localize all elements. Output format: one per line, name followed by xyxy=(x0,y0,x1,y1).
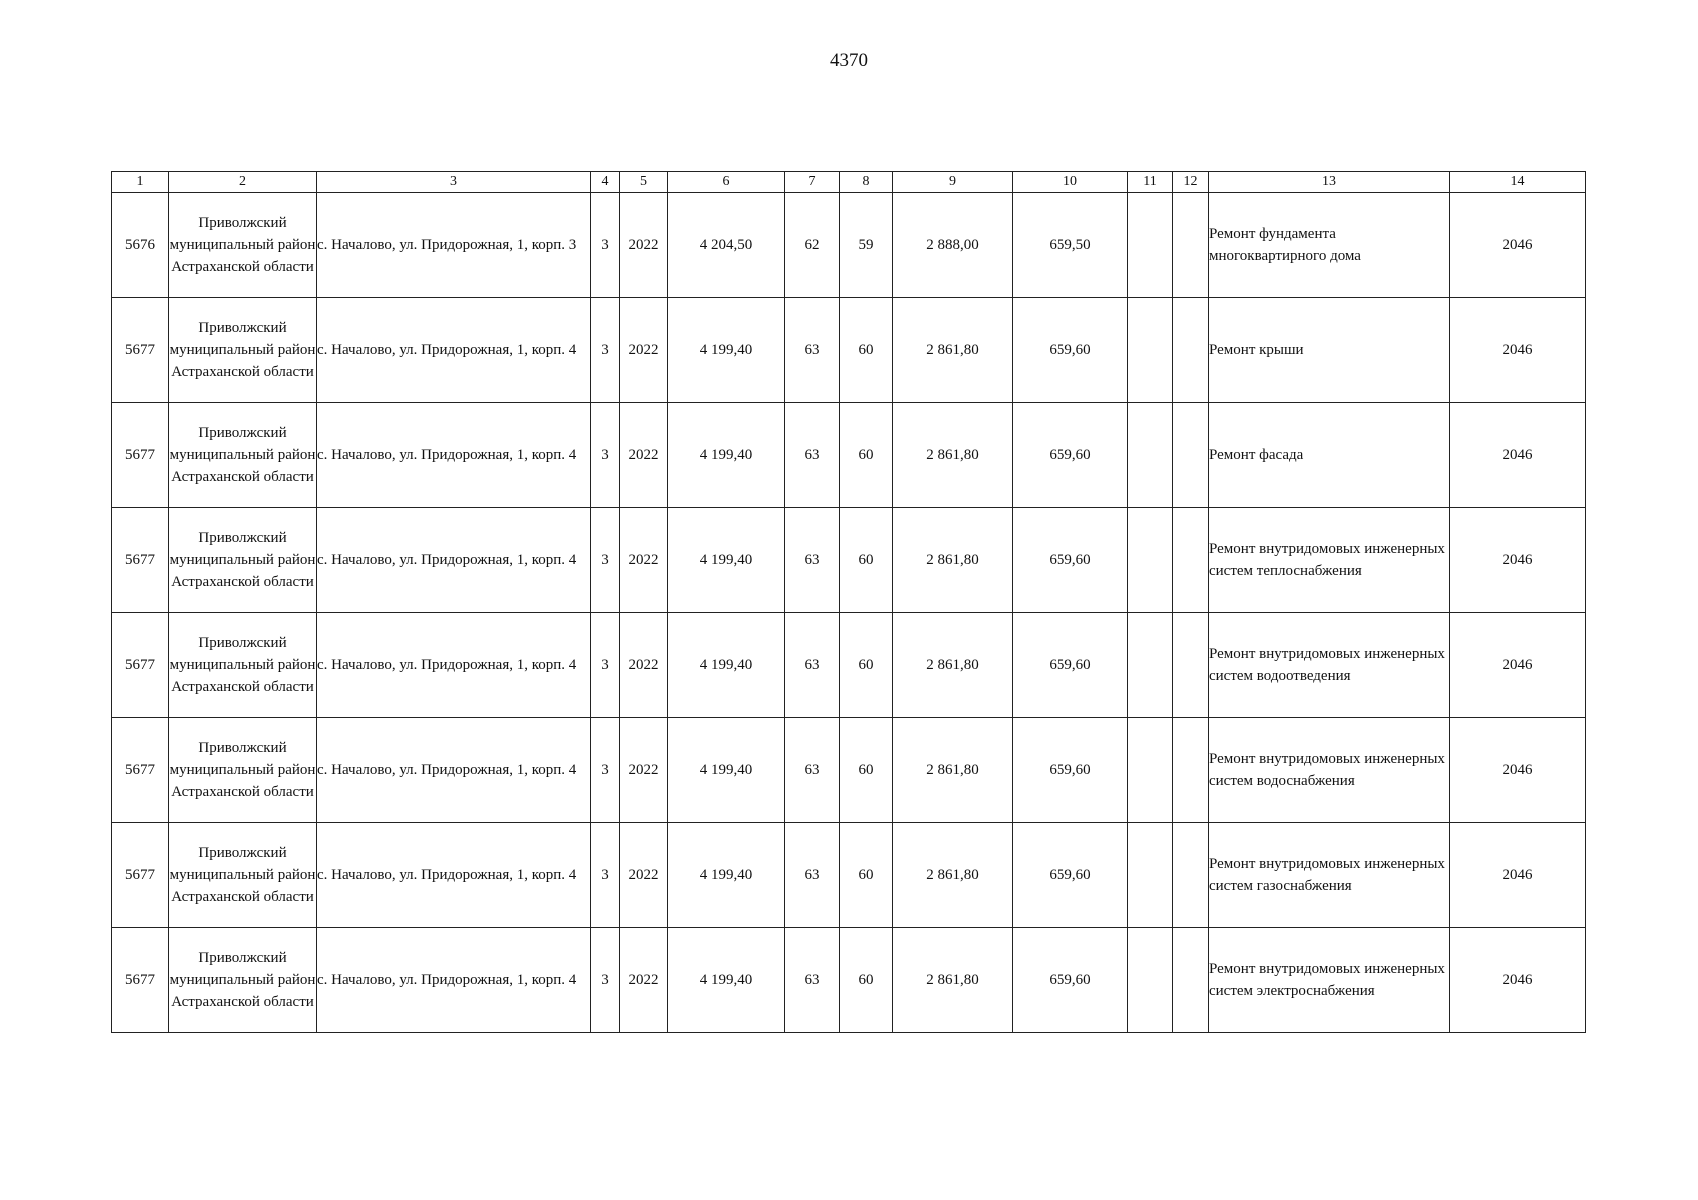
cell-area-living: 2 861,80 xyxy=(893,718,1013,823)
cell-col12 xyxy=(1173,403,1209,508)
cell-area-total: 4 204,50 xyxy=(668,193,785,298)
cell-address: с. Началово, ул. Придорожная, 1, корп. 4 xyxy=(317,613,591,718)
cell-area-total: 4 199,40 xyxy=(668,613,785,718)
cell-plan-year: 2046 xyxy=(1450,193,1586,298)
district-text: Приволжский муниципальный район Астраханской области xyxy=(169,215,316,275)
column-header: 12 xyxy=(1173,172,1209,193)
table-row xyxy=(112,718,1586,823)
cell-area-total: 4 199,40 xyxy=(668,508,785,613)
cell-col12 xyxy=(1173,193,1209,298)
district-text: Приволжский муниципальный район Астраханской области xyxy=(169,950,316,1010)
table-row xyxy=(112,508,1586,613)
cell-col7: 63 xyxy=(785,928,840,1033)
cell-col8: 60 xyxy=(840,823,893,928)
page-number: 4370 xyxy=(830,50,868,71)
cell-col12 xyxy=(1173,613,1209,718)
cell-address: с. Началово, ул. Придорожная, 1, корп. 4 xyxy=(317,403,591,508)
cell-col11 xyxy=(1128,718,1173,823)
cell-col4: 3 xyxy=(591,298,620,403)
cell-district xyxy=(169,193,317,298)
cell-district xyxy=(169,613,317,718)
header-row xyxy=(112,172,1586,193)
cell-id: 5677 xyxy=(112,823,169,928)
cell-area-other: 659,60 xyxy=(1013,928,1128,1033)
column-header: 9 xyxy=(893,172,1013,193)
cell-col4: 3 xyxy=(591,718,620,823)
cell-plan-year: 2046 xyxy=(1450,403,1586,508)
cell-col12 xyxy=(1173,508,1209,613)
cell-area-living: 2 861,80 xyxy=(893,928,1013,1033)
cell-col4: 3 xyxy=(591,613,620,718)
district-text: Приволжский муниципальный район Астраханской области xyxy=(169,320,316,380)
cell-col8: 60 xyxy=(840,298,893,403)
cell-area-living: 2 888,00 xyxy=(893,193,1013,298)
cell-col12 xyxy=(1173,928,1209,1033)
cell-district xyxy=(169,403,317,508)
column-header: 4 xyxy=(591,172,620,193)
cell-work-type: Ремонт внутридомовых инженерных систем водоснабжения xyxy=(1209,718,1450,823)
cell-year: 2022 xyxy=(620,718,668,823)
cell-col11 xyxy=(1128,193,1173,298)
district-text: Приволжский муниципальный район Астраханской области xyxy=(169,530,316,590)
cell-address: с. Началово, ул. Придорожная, 1, корп. 3 xyxy=(317,193,591,298)
cell-district xyxy=(169,823,317,928)
cell-area-living: 2 861,80 xyxy=(893,613,1013,718)
cell-plan-year: 2046 xyxy=(1450,823,1586,928)
cell-col11 xyxy=(1128,928,1173,1033)
cell-col7: 63 xyxy=(785,403,840,508)
cell-id: 5677 xyxy=(112,928,169,1033)
table-row xyxy=(112,403,1586,508)
cell-col8: 60 xyxy=(840,718,893,823)
cell-area-other: 659,60 xyxy=(1013,298,1128,403)
district-text: Приволжский муниципальный район Астраханской области xyxy=(169,740,316,800)
cell-year: 2022 xyxy=(620,193,668,298)
cell-area-living: 2 861,80 xyxy=(893,508,1013,613)
cell-plan-year: 2046 xyxy=(1450,508,1586,613)
table-row xyxy=(112,193,1586,298)
cell-year: 2022 xyxy=(620,928,668,1033)
cell-work-type: Ремонт внутридомовых инженерных систем водоотведения xyxy=(1209,613,1450,718)
cell-address: с. Началово, ул. Придорожная, 1, корп. 4 xyxy=(317,823,591,928)
cell-area-total: 4 199,40 xyxy=(668,718,785,823)
cell-col8: 60 xyxy=(840,928,893,1033)
cell-year: 2022 xyxy=(620,823,668,928)
column-header: 3 xyxy=(317,172,591,193)
cell-address: с. Началово, ул. Придорожная, 1, корп. 4 xyxy=(317,298,591,403)
cell-id: 5677 xyxy=(112,508,169,613)
cell-col4: 3 xyxy=(591,508,620,613)
column-header: 1 xyxy=(112,172,169,193)
cell-col11 xyxy=(1128,403,1173,508)
cell-district xyxy=(169,508,317,613)
district-text: Приволжский муниципальный район Астраханской области xyxy=(169,635,316,695)
cell-area-living: 2 861,80 xyxy=(893,403,1013,508)
column-header: 7 xyxy=(785,172,840,193)
cell-col7: 63 xyxy=(785,718,840,823)
cell-col7: 62 xyxy=(785,193,840,298)
cell-col12 xyxy=(1173,718,1209,823)
cell-col4: 3 xyxy=(591,928,620,1033)
cell-work-type: Ремонт внутридомовых инженерных систем электроснабжения xyxy=(1209,928,1450,1033)
cell-col8: 60 xyxy=(840,508,893,613)
cell-plan-year: 2046 xyxy=(1450,298,1586,403)
cell-district xyxy=(169,928,317,1033)
table-body xyxy=(112,193,1586,1033)
column-header: 14 xyxy=(1450,172,1586,193)
column-header: 6 xyxy=(668,172,785,193)
table-row xyxy=(112,928,1586,1033)
cell-area-other: 659,60 xyxy=(1013,508,1128,613)
table-row xyxy=(112,613,1586,718)
cell-address: с. Началово, ул. Придорожная, 1, корп. 4 xyxy=(317,928,591,1033)
column-header: 2 xyxy=(169,172,317,193)
cell-col7: 63 xyxy=(785,823,840,928)
cell-id: 5677 xyxy=(112,403,169,508)
cell-area-other: 659,60 xyxy=(1013,823,1128,928)
cell-area-total: 4 199,40 xyxy=(668,823,785,928)
cell-col7: 63 xyxy=(785,508,840,613)
cell-work-type: Ремонт внутридомовых инженерных систем газоснабжения xyxy=(1209,823,1450,928)
district-text: Приволжский муниципальный район Астраханской области xyxy=(169,425,316,485)
cell-col11 xyxy=(1128,823,1173,928)
cell-col8: 60 xyxy=(840,613,893,718)
cell-area-living: 2 861,80 xyxy=(893,823,1013,928)
cell-year: 2022 xyxy=(620,508,668,613)
column-header: 8 xyxy=(840,172,893,193)
cell-work-type: Ремонт фундамента многоквартирного дома xyxy=(1209,193,1450,298)
cell-col4: 3 xyxy=(591,823,620,928)
column-header: 10 xyxy=(1013,172,1128,193)
cell-id: 5677 xyxy=(112,298,169,403)
column-header: 11 xyxy=(1128,172,1173,193)
column-header: 13 xyxy=(1209,172,1450,193)
cell-col7: 63 xyxy=(785,613,840,718)
cell-col4: 3 xyxy=(591,403,620,508)
column-header: 5 xyxy=(620,172,668,193)
cell-area-total: 4 199,40 xyxy=(668,928,785,1033)
cell-area-other: 659,60 xyxy=(1013,718,1128,823)
district-text: Приволжский муниципальный район Астраханской области xyxy=(169,845,316,905)
cell-col8: 59 xyxy=(840,193,893,298)
table-row xyxy=(112,823,1586,928)
cell-area-other: 659,60 xyxy=(1013,403,1128,508)
cell-plan-year: 2046 xyxy=(1450,718,1586,823)
cell-address: с. Началово, ул. Придорожная, 1, корп. 4 xyxy=(317,718,591,823)
cell-col11 xyxy=(1128,613,1173,718)
cell-year: 2022 xyxy=(620,403,668,508)
cell-col8: 60 xyxy=(840,403,893,508)
cell-address: с. Началово, ул. Придорожная, 1, корп. 4 xyxy=(317,508,591,613)
cell-col7: 63 xyxy=(785,298,840,403)
cell-area-total: 4 199,40 xyxy=(668,298,785,403)
cell-id: 5676 xyxy=(112,193,169,298)
cell-col12 xyxy=(1173,298,1209,403)
cell-plan-year: 2046 xyxy=(1450,613,1586,718)
cell-work-type: Ремонт крыши xyxy=(1209,298,1450,403)
cell-work-type: Ремонт фасада xyxy=(1209,403,1450,508)
cell-area-total: 4 199,40 xyxy=(668,403,785,508)
cell-id: 5677 xyxy=(112,718,169,823)
cell-col4: 3 xyxy=(591,193,620,298)
table-header xyxy=(112,172,1586,193)
cell-area-living: 2 861,80 xyxy=(893,298,1013,403)
cell-col12 xyxy=(1173,823,1209,928)
cell-area-other: 659,60 xyxy=(1013,613,1128,718)
cell-year: 2022 xyxy=(620,298,668,403)
cell-district xyxy=(169,718,317,823)
cell-id: 5677 xyxy=(112,613,169,718)
register-table xyxy=(111,171,1586,1033)
cell-area-other: 659,50 xyxy=(1013,193,1128,298)
cell-district xyxy=(169,298,317,403)
cell-year: 2022 xyxy=(620,613,668,718)
cell-col11 xyxy=(1128,508,1173,613)
table-row xyxy=(112,298,1586,403)
cell-plan-year: 2046 xyxy=(1450,928,1586,1033)
cell-work-type: Ремонт внутридомовых инженерных систем теплоснабжения xyxy=(1209,508,1450,613)
cell-col11 xyxy=(1128,298,1173,403)
